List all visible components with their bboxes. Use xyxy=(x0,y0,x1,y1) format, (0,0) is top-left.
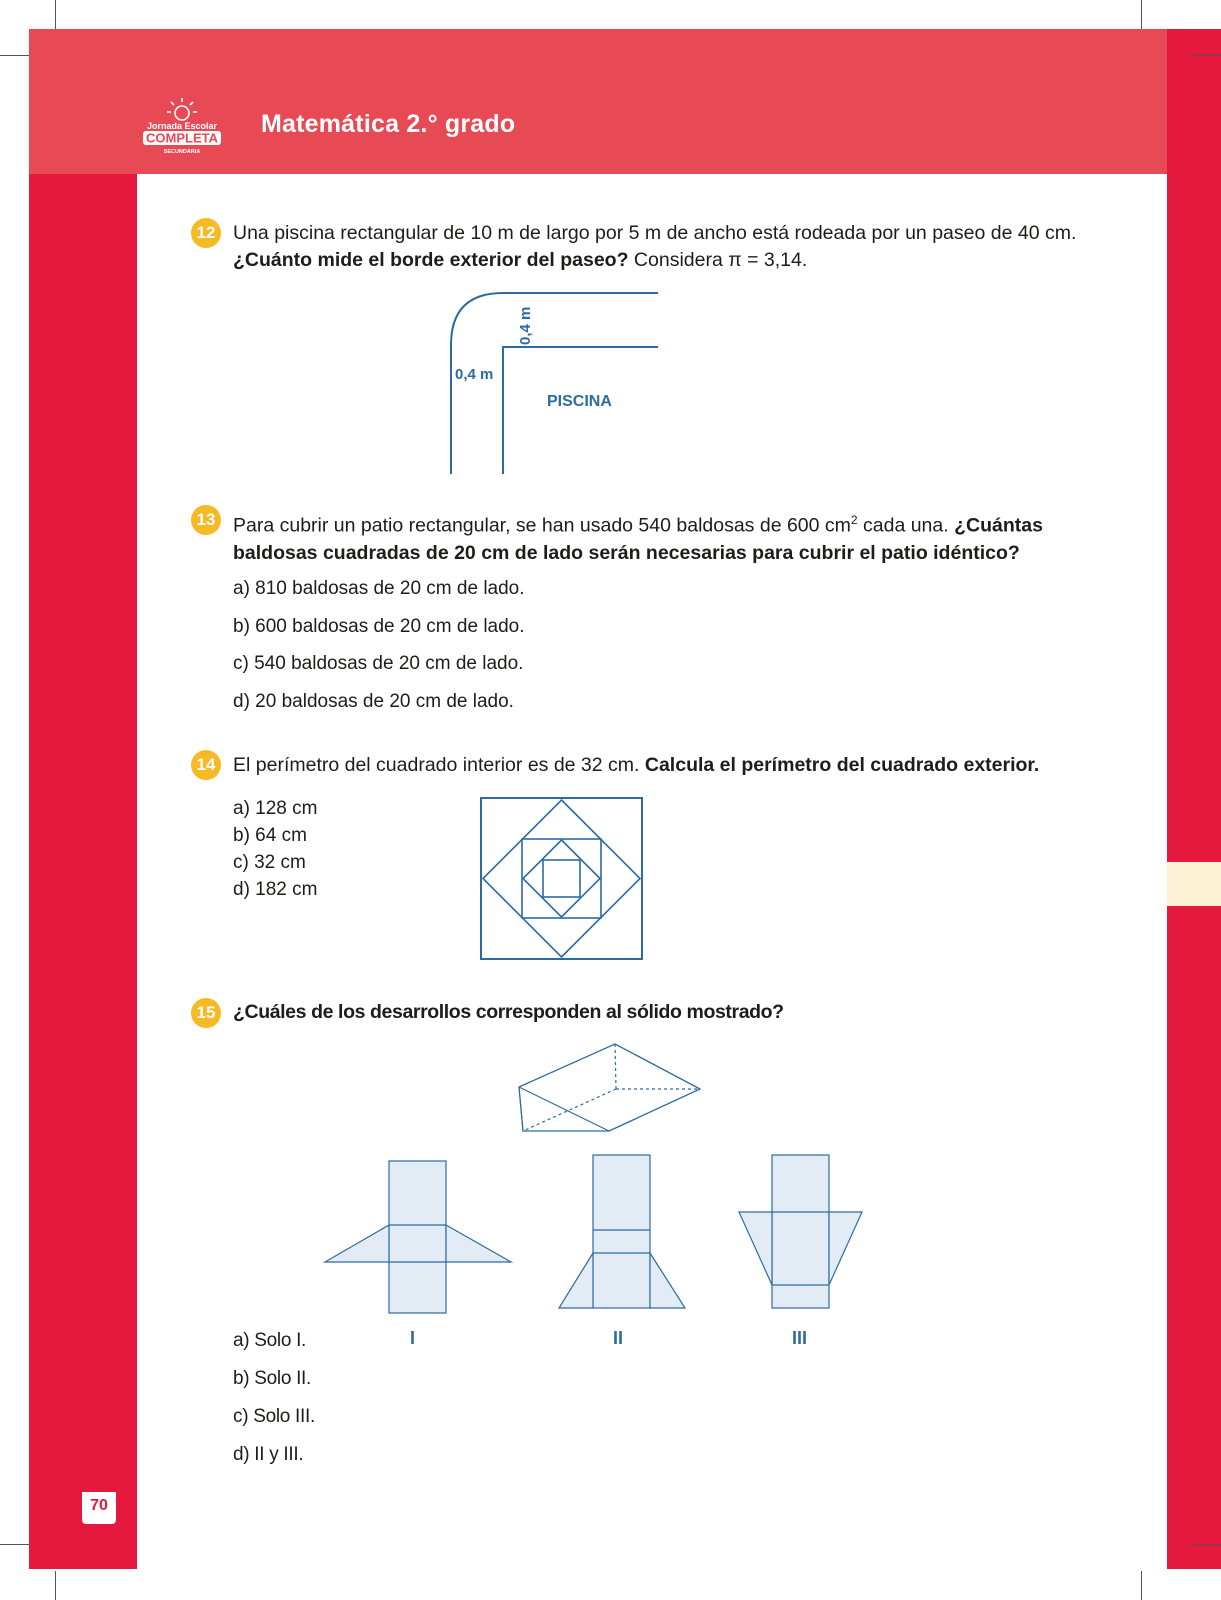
question-15-option-c[interactable]: c) Solo III. xyxy=(233,1406,315,1427)
question-12-text xyxy=(233,220,1113,274)
pool-label: PISCINA xyxy=(547,393,612,410)
question-12-line1: Una piscina rectangular de 10 m de largo por 5 m de ancho está rodeada por un paseo de 40 cm. xyxy=(233,222,1077,244)
question-14-option-b[interactable]: b) 64 cm xyxy=(233,825,307,846)
question-15-text xyxy=(233,999,1113,1026)
crop-mark xyxy=(0,1544,29,1545)
question-12-note: Considera π = 3,14. xyxy=(628,249,808,271)
jornada-escolar-logo xyxy=(140,95,224,157)
crop-mark xyxy=(0,55,29,56)
question-12-badge: 12 xyxy=(191,218,221,248)
crop-mark xyxy=(55,0,56,29)
question-13-question: baldosas cuadradas de 20 cm de lado serán necesarias para cubrir el patio idéntico? xyxy=(233,541,1020,564)
question-13-bold-start: ¿Cuántas xyxy=(954,514,1043,537)
net-label-II: II xyxy=(613,1328,624,1348)
left-red-bar xyxy=(29,29,137,1569)
question-13-option-b[interactable]: b) 600 baldosas de 20 cm de lado. xyxy=(233,616,525,637)
question-15-option-b[interactable]: b) Solo II. xyxy=(233,1368,312,1389)
crop-mark xyxy=(1192,55,1221,56)
question-13-line1-end: cada una. xyxy=(857,514,955,537)
crop-mark xyxy=(1141,1571,1142,1600)
question-13-option-a[interactable]: a) 810 baldosas de 20 cm de lado. xyxy=(233,578,525,599)
section-tab xyxy=(1167,862,1221,906)
crop-mark xyxy=(1192,1544,1221,1545)
superscript-2: 2 xyxy=(850,513,858,527)
question-13-badge: 13 xyxy=(191,505,221,535)
question-14-statement: El perímetro del cuadrado interior es de 32 cm. xyxy=(233,754,645,776)
page-title: Matemática 2.° grado xyxy=(261,110,516,138)
walkway-width-label: 0,4 m xyxy=(455,366,494,383)
question-13-option-c[interactable]: c) 540 baldosas de 20 cm de lado. xyxy=(233,653,524,674)
question-12-question: ¿Cuánto mide el borde exterior del paseo? xyxy=(233,249,629,271)
question-14-option-c[interactable]: c) 32 cm xyxy=(233,852,306,873)
logo-line2: COMPLETA xyxy=(146,130,218,146)
question-15-option-a[interactable]: a) Solo I. xyxy=(233,1330,307,1351)
question-15-option-d[interactable]: d) II y III. xyxy=(233,1444,304,1465)
question-14-question: Calcula el perímetro del cuadrado exterior. xyxy=(644,754,1040,776)
question-14-option-a[interactable]: a) 128 cm xyxy=(233,798,318,819)
question-14-option-d[interactable]: d) 182 cm xyxy=(233,879,318,900)
question-14-text xyxy=(233,752,1113,779)
page-number: 70 xyxy=(90,1497,108,1514)
walkway-height-label: 0,4 m xyxy=(517,306,534,345)
question-15-question: ¿Cuáles de los desarrollos corresponden al sólido mostrado? xyxy=(233,1001,784,1023)
question-13-text xyxy=(233,507,1085,567)
crop-mark xyxy=(1141,0,1142,29)
question-13-option-d[interactable]: d) 20 baldosas de 20 cm de lado. xyxy=(233,691,514,712)
net-label-I: I xyxy=(410,1328,416,1348)
question-13-line1: Para cubrir un patio rectangular, se han usado 540 baldosas de 600 cm xyxy=(233,514,851,537)
net-label-III: III xyxy=(792,1328,808,1348)
logo-line1: Jornada Escolar xyxy=(146,121,218,131)
crop-mark xyxy=(55,1571,56,1600)
right-red-bar xyxy=(1167,29,1221,1569)
logo-line3: SECUNDARIA xyxy=(163,149,201,155)
question-15-badge: 15 xyxy=(191,998,221,1028)
question-14-badge: 14 xyxy=(191,750,221,780)
